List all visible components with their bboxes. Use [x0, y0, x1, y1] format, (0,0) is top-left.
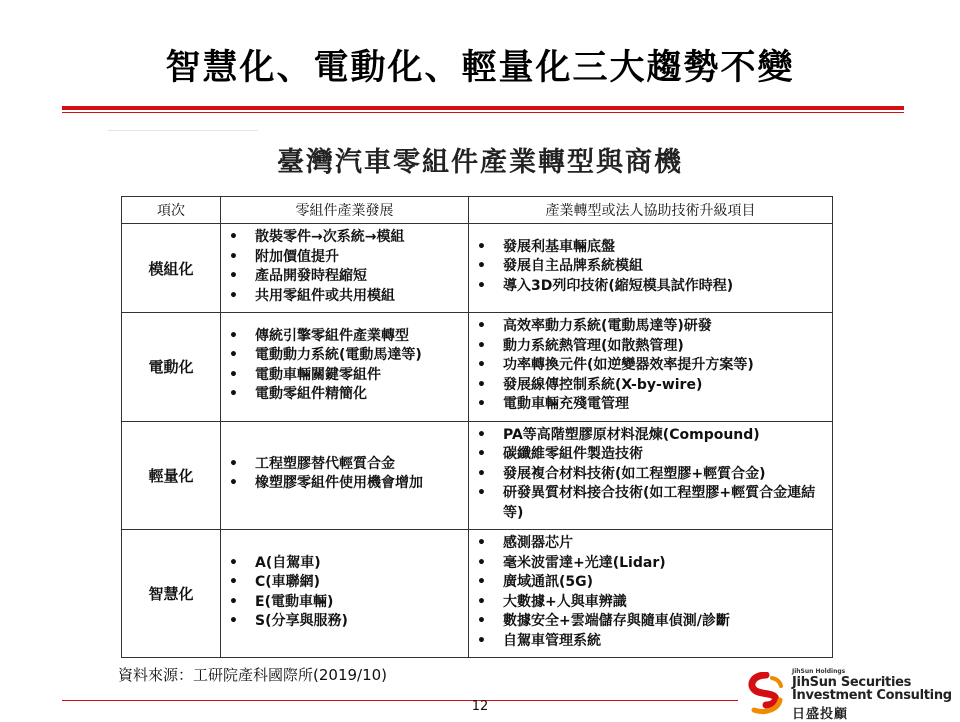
list-item: • 發展自主品牌系統模組 — [469, 257, 826, 277]
list-item: • 產品開發時程縮短 — [221, 267, 462, 287]
table-row — [122, 224, 833, 313]
title-divider-thin — [62, 112, 904, 113]
company-logo — [744, 668, 954, 720]
list-item: • 發展線傳控制系統(X-by-wire) — [469, 376, 826, 396]
transformation-cell — [469, 421, 833, 530]
list-item: • 動力系統熱管理(如散熱管理) — [469, 337, 826, 357]
table-header-row — [122, 197, 833, 224]
list-item: • 附加價值提升 — [221, 248, 462, 268]
footer-divider — [62, 700, 738, 701]
list-item: • 廣域通訊(5G) — [469, 573, 826, 593]
slide-title: 智慧化、電動化、輕量化三大趨勢不變 — [165, 48, 795, 88]
transformation-cell — [469, 313, 833, 422]
list-item: • 電動車輛充殘電管理 — [469, 395, 826, 415]
list-item: • 毫米波雷達+光達(Lidar) — [469, 554, 826, 574]
list-item: • 功率轉換元件(如逆變器效率提升方案等) — [469, 356, 826, 376]
list-item: • 感測器芯片 — [469, 534, 826, 554]
row-item-label: 輕量化 — [122, 421, 221, 530]
row-item-label: 模組化 — [122, 224, 221, 313]
page-number: 12 — [471, 699, 489, 714]
list-item: • 高效率動力系統(電動馬達等)研發 — [469, 317, 826, 337]
list-item: • PA等高階塑膠原材料混煉(Compound) — [469, 426, 826, 446]
header-item: 項次 — [122, 197, 221, 224]
list-item: • E(電動車輛) — [221, 593, 462, 613]
list-item: • C(車聯網) — [221, 573, 462, 593]
development-cell — [221, 530, 469, 658]
source-note: 資料來源：工研院產科國際所(2019/10) — [118, 666, 388, 684]
header-transformation: 產業轉型或法人協助技術升級項目 — [469, 197, 833, 224]
list-item: • 自駕車管理系統 — [469, 632, 826, 652]
logo-holdings-text: JihSun Holdings — [792, 668, 846, 675]
header-development: 零組件產業發展 — [221, 197, 469, 224]
list-item: • 發展複合材料技術(如工程塑膠+輕質合金) — [469, 465, 826, 485]
list-item: • 電動動力系統(電動馬達等) — [221, 346, 462, 366]
transformation-cell — [469, 224, 833, 313]
list-item: • A(自駕車) — [221, 554, 462, 574]
list-item: • 研發異質材料接合技術(如工程塑膠+輕質合金連結等) — [469, 484, 826, 523]
list-item: • 導入3D列印技術(縮短模具試作時程) — [469, 277, 826, 297]
development-cell — [221, 313, 469, 422]
list-item: • S(分享與服務) — [221, 612, 462, 632]
development-cell — [221, 224, 469, 313]
table-row — [122, 530, 833, 658]
list-item: • 電動零組件精簡化 — [221, 385, 462, 405]
list-item: • 電動車輛關鍵零組件 — [221, 366, 462, 386]
jihsun-logo-icon — [744, 672, 786, 716]
logo-company-line2: Investment Consulting — [792, 688, 952, 703]
list-item: • 數據安全+雲端儲存與隨車偵測/診斷 — [469, 612, 826, 632]
list-item: • 共用零組件或共用模組 — [221, 287, 462, 307]
development-cell — [221, 421, 469, 530]
logo-company-chinese: 日盛投顧 — [792, 707, 849, 722]
list-item: • 大數據+人與車辨識 — [469, 593, 826, 613]
faint-divider — [108, 130, 258, 131]
list-item: • 傳統引擎零組件產業轉型 — [221, 327, 462, 347]
table-title: 臺灣汽車零組件產業轉型與商機 — [277, 147, 683, 178]
table-row — [122, 421, 833, 530]
industry-table — [121, 196, 833, 658]
list-item: • 橡塑膠零組件使用機會增加 — [221, 474, 462, 494]
list-item: • 散裝零件→次系統→模組 — [221, 228, 462, 248]
row-item-label: 智慧化 — [122, 530, 221, 658]
logo-company-line1: JihSun Securities — [792, 675, 912, 690]
row-item-label: 電動化 — [122, 313, 221, 422]
list-item: • 碳纖維零組件製造技術 — [469, 445, 826, 465]
list-item: • 工程塑膠替代輕質合金 — [221, 455, 462, 475]
title-divider — [62, 106, 904, 110]
table-row — [122, 313, 833, 422]
transformation-cell — [469, 530, 833, 658]
list-item: • 發展利基車輛底盤 — [469, 238, 826, 258]
